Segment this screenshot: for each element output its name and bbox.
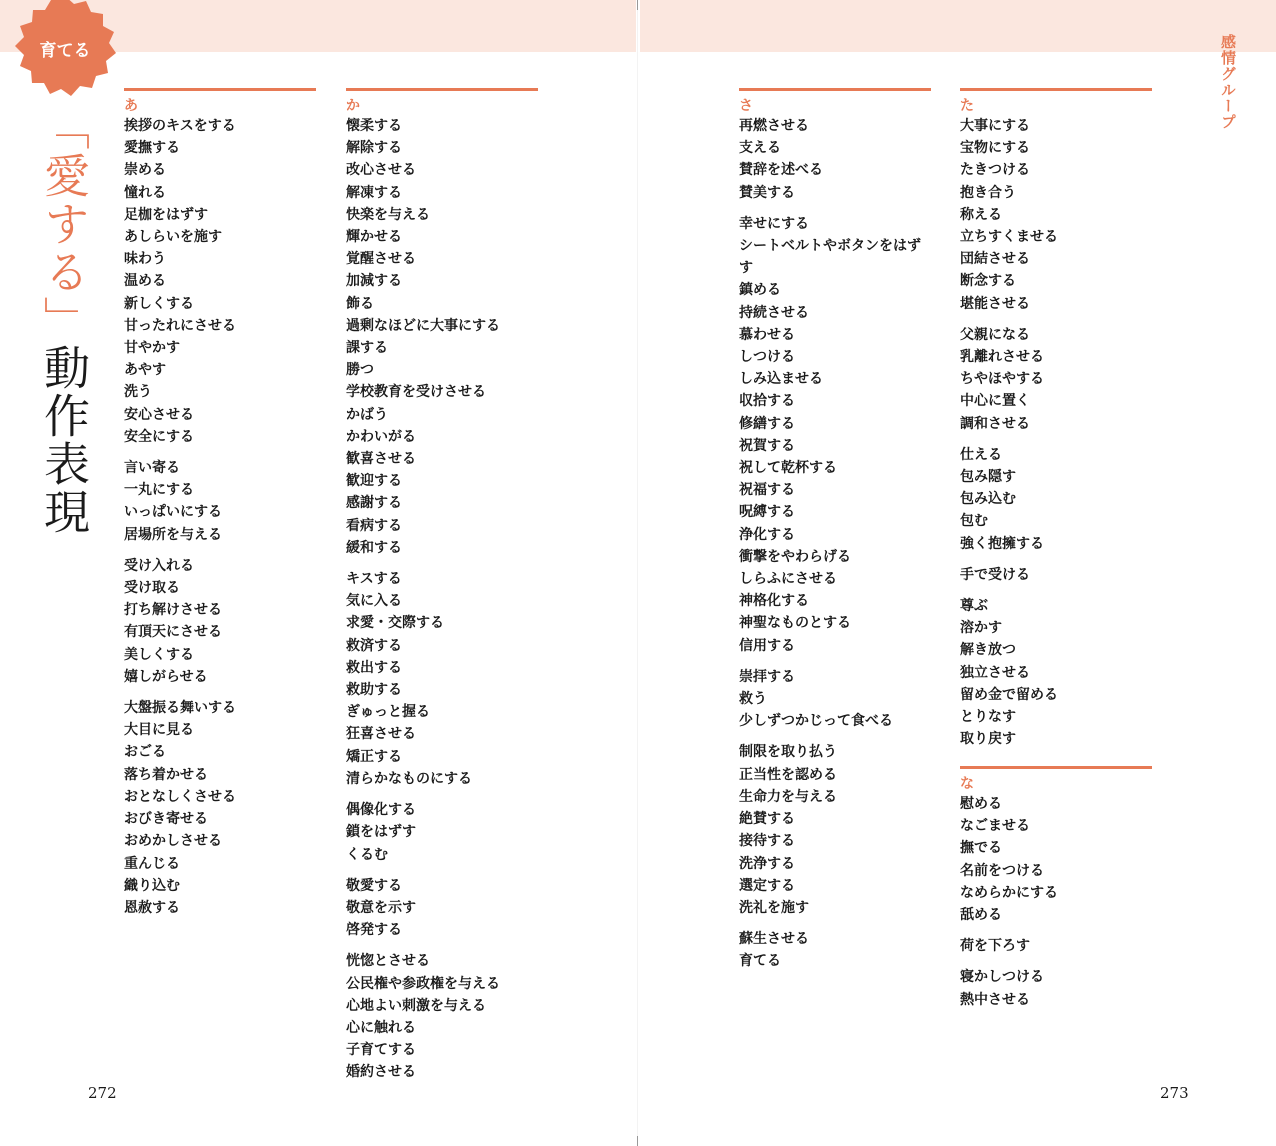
word-item: 言い寄る: [124, 460, 180, 477]
word-group: [739, 741, 931, 919]
word-item: しみ込ませる: [739, 371, 823, 388]
column-a: [124, 88, 316, 919]
word-item: 甘ったれにさせる: [124, 317, 236, 334]
page-number-left: 272: [88, 1084, 117, 1102]
word-item: いっぱいにする: [124, 504, 222, 521]
word-item: 覚醒させる: [346, 251, 416, 268]
word-item: 有頂天にさせる: [124, 624, 222, 641]
word-item: 甘やかす: [124, 340, 180, 357]
header-band-right: [640, 0, 1276, 52]
page-gutter: [637, 0, 638, 1146]
title-rest: 動作表現: [37, 344, 91, 536]
word-group: [960, 564, 1152, 586]
word-item: 婚約させる: [346, 1064, 416, 1081]
word-item: 収拾する: [739, 393, 795, 410]
word-group: [346, 115, 538, 559]
word-item: 加減する: [346, 273, 402, 290]
word-group: [960, 115, 1152, 315]
word-item: 正当性を認める: [739, 766, 837, 783]
word-item: おごる: [124, 744, 166, 761]
word-item: 感謝する: [346, 495, 402, 512]
word-item: 鎮める: [739, 282, 781, 299]
word-item: 寝かしつける: [960, 969, 1044, 986]
word-item: 受け入れる: [124, 557, 194, 574]
word-item: 断念する: [960, 273, 1016, 290]
word-item: 幸せにする: [739, 215, 809, 232]
column-ka: [346, 88, 538, 1084]
word-item: 鎖をはずす: [346, 824, 416, 841]
word-item: 救助する: [346, 682, 402, 699]
column-sa: [739, 88, 931, 973]
word-item: 挨拶のキスをする: [124, 118, 236, 134]
word-group: [960, 595, 1152, 750]
word-item: 救出する: [346, 659, 402, 676]
word-item: 勝つ: [346, 362, 374, 379]
word-item: 舐める: [960, 907, 1002, 924]
word-item: 織り込む: [124, 877, 180, 894]
word-item: 父親になる: [960, 326, 1030, 343]
group-label: 感情グループ: [1219, 34, 1237, 130]
word-item: 解凍する: [346, 184, 402, 201]
word-item: 安全にする: [124, 428, 194, 445]
word-item: 乳離れさせる: [960, 349, 1044, 366]
word-item: 中心に置く: [960, 393, 1030, 410]
word-item: 信用する: [739, 637, 795, 654]
word-item: かばう: [346, 406, 388, 423]
word-item: 留め金で留める: [960, 686, 1058, 703]
word-item: 尊ぶ: [960, 598, 988, 615]
word-group: [960, 935, 1152, 957]
word-item: おとなしくさせる: [124, 788, 236, 805]
word-item: 求愛・交際する: [346, 615, 444, 632]
word-item: 衝撃をやわらげる: [739, 548, 851, 565]
title-open-bracket: 「: [37, 104, 91, 152]
word-item: おびき寄せる: [124, 811, 208, 828]
word-item: 打ち解けさせる: [124, 602, 222, 619]
column-na: [960, 766, 1152, 1011]
word-item: 抱き合う: [960, 184, 1016, 201]
word-item: 洗浄する: [739, 855, 795, 872]
word-item: 大盤振る舞いする: [124, 700, 236, 717]
word-item: しらふにさせる: [739, 571, 837, 588]
word-item: とりなす: [960, 709, 1016, 726]
word-item: 堪能させる: [960, 295, 1030, 312]
word-item: 輝かせる: [346, 229, 402, 246]
word-item: 啓発する: [346, 922, 402, 939]
word-item: くるむ: [346, 846, 388, 863]
word-item: 包み隠す: [960, 469, 1016, 486]
word-item: 恍惚とさせる: [346, 953, 430, 970]
word-item: 敬愛する: [346, 877, 402, 894]
word-item: 包む: [960, 513, 988, 530]
word-group: [739, 213, 931, 657]
word-item: 味わう: [124, 251, 166, 268]
word-item: 慕わせる: [739, 326, 795, 343]
word-item: 再燃させる: [739, 118, 809, 134]
word-item: 神格化する: [739, 593, 809, 610]
word-item: 包み込む: [960, 491, 1016, 508]
word-item: 称える: [960, 206, 1002, 223]
word-item: 溶かす: [960, 620, 1002, 637]
word-item: 賛辞を述べる: [739, 162, 823, 179]
word-item: 子育てする: [346, 1042, 416, 1059]
word-item: 大事にする: [960, 118, 1030, 134]
word-item: 少しずつかじって食べる: [739, 713, 893, 730]
section-head-ta: た: [960, 88, 1152, 115]
word-item: 清らかなものにする: [346, 770, 472, 787]
word-item: 独立させる: [960, 664, 1030, 681]
word-item: 美しくする: [124, 646, 194, 663]
word-item: 看病する: [346, 517, 402, 534]
word-item: 恩赦する: [124, 899, 180, 916]
word-item: 崇める: [124, 162, 166, 179]
word-item: ぎゅっと握る: [346, 704, 430, 721]
crop-mark-top: [637, 0, 638, 10]
word-item: 新しくする: [124, 295, 194, 312]
word-item: 蘇生させる: [739, 931, 809, 948]
word-item: 絶賛する: [739, 811, 795, 828]
word-item: 強く抱擁する: [960, 535, 1044, 552]
word-item: 愛撫する: [124, 140, 180, 157]
page-title: [34, 104, 94, 536]
word-item: 居場所を与える: [124, 526, 222, 543]
word-item: 宝物にする: [960, 140, 1030, 157]
section-head-ka: か: [346, 88, 538, 115]
word-item: 一丸にする: [124, 482, 194, 499]
word-group: [124, 555, 316, 688]
page-number-right: 273: [1160, 1084, 1189, 1102]
word-item: 敬意を示す: [346, 899, 416, 916]
word-item: 憧れる: [124, 184, 166, 201]
word-item: 持続させる: [739, 304, 809, 321]
word-group: [739, 928, 931, 972]
word-item: 崇拝する: [739, 668, 795, 685]
word-item: 呪縛する: [739, 504, 795, 521]
section-head-a: あ: [124, 88, 316, 115]
word-item: あやす: [124, 362, 166, 379]
word-group: [346, 568, 538, 790]
word-item: 手で受ける: [960, 566, 1030, 583]
word-item: 矯正する: [346, 748, 402, 765]
word-item: 救う: [739, 691, 767, 708]
word-group: [124, 697, 316, 919]
word-item: 仕える: [960, 446, 1002, 463]
column-ta: [960, 88, 1152, 750]
word-item: 嬉しがらせる: [124, 668, 208, 685]
word-item: ちやほやする: [960, 371, 1044, 388]
word-item: なごませる: [960, 818, 1030, 835]
word-item: 浄化する: [739, 526, 795, 543]
word-item: 心に触れる: [346, 1019, 416, 1036]
word-item: 大目に見る: [124, 722, 194, 739]
word-item: 洗う: [124, 384, 152, 401]
word-item: 荷を下ろす: [960, 938, 1030, 955]
word-item: 改心させる: [346, 162, 416, 179]
word-item: なめらかにする: [960, 884, 1058, 901]
word-item: 祝して乾杯する: [739, 460, 837, 477]
word-item: 救済する: [346, 637, 402, 654]
word-item: 温める: [124, 273, 166, 290]
word-item: 調和させる: [960, 415, 1030, 432]
word-item: 受け取る: [124, 580, 180, 597]
word-item: 制限を取り払う: [739, 744, 837, 761]
word-item: 選定する: [739, 877, 795, 894]
word-group: [960, 324, 1152, 435]
word-item: 落ち着かせる: [124, 766, 208, 783]
word-item: 狂喜させる: [346, 726, 416, 743]
word-item: 祝賀する: [739, 437, 795, 454]
category-badge: [8, 0, 122, 100]
word-group: [739, 666, 931, 733]
word-item: あしらいを施す: [124, 229, 222, 246]
section-head-na: な: [960, 766, 1152, 793]
word-group: [346, 799, 538, 866]
word-item: 学校教育を受けさせる: [346, 384, 486, 401]
word-item: 祝福する: [739, 482, 795, 499]
word-group: [960, 444, 1152, 555]
crop-mark-bottom: [637, 1136, 638, 1146]
word-item: 支える: [739, 140, 781, 157]
section-head-sa: さ: [739, 88, 931, 115]
word-item: 賛美する: [739, 184, 795, 201]
title-close-bracket: 」: [37, 296, 91, 344]
word-item: 神聖なものとする: [739, 615, 851, 632]
word-group: [960, 793, 1152, 926]
word-item: 洗礼を施す: [739, 899, 809, 916]
word-group: [960, 966, 1152, 1010]
word-item: 飾る: [346, 295, 374, 312]
word-item: 心地よい刺激を与える: [346, 997, 486, 1014]
word-item: 修繕する: [739, 415, 795, 432]
word-item: 緩和する: [346, 539, 402, 556]
word-item: 名前をつける: [960, 862, 1044, 879]
word-item: 立ちすくませる: [960, 229, 1058, 246]
word-item: 取り戻す: [960, 731, 1016, 748]
word-item: たきつける: [960, 162, 1030, 179]
word-item: 懐柔する: [346, 118, 402, 134]
word-item: 解き放つ: [960, 642, 1016, 659]
word-item: 公民権や参政権を与える: [346, 975, 500, 992]
word-item: 課する: [346, 340, 388, 357]
word-item: 熱中させる: [960, 991, 1030, 1008]
word-item: 生命力を与える: [739, 788, 837, 805]
word-item: 安心させる: [124, 406, 194, 423]
word-item: シートベルトやボタンをはずす: [739, 238, 921, 277]
word-item: 快楽を与える: [346, 206, 430, 223]
word-item: 足枷をはずす: [124, 206, 208, 223]
word-group: [124, 457, 316, 546]
title-keyword: 愛する: [37, 152, 91, 296]
word-item: キスする: [346, 571, 402, 588]
word-item: 歓喜させる: [346, 451, 416, 468]
word-item: 接待する: [739, 833, 795, 850]
word-item: 慰める: [960, 796, 1002, 812]
word-group: [346, 875, 538, 942]
word-item: 重んじる: [124, 855, 180, 872]
word-item: 撫でる: [960, 840, 1002, 857]
word-item: 過剰なほどに大事にする: [346, 317, 500, 334]
word-item: かわいがる: [346, 428, 416, 445]
word-group: [124, 115, 316, 448]
word-item: しつける: [739, 349, 795, 366]
badge-label: 育てる: [39, 41, 91, 61]
word-group: [346, 950, 538, 1083]
word-group: [739, 115, 931, 204]
word-item: 歓迎する: [346, 473, 402, 490]
word-item: おめかしさせる: [124, 833, 222, 850]
word-item: 偶像化する: [346, 802, 416, 819]
word-item: 解除する: [346, 140, 402, 157]
word-item: 気に入る: [346, 593, 402, 610]
word-item: 団結させる: [960, 251, 1030, 268]
word-item: 育てる: [739, 953, 781, 970]
